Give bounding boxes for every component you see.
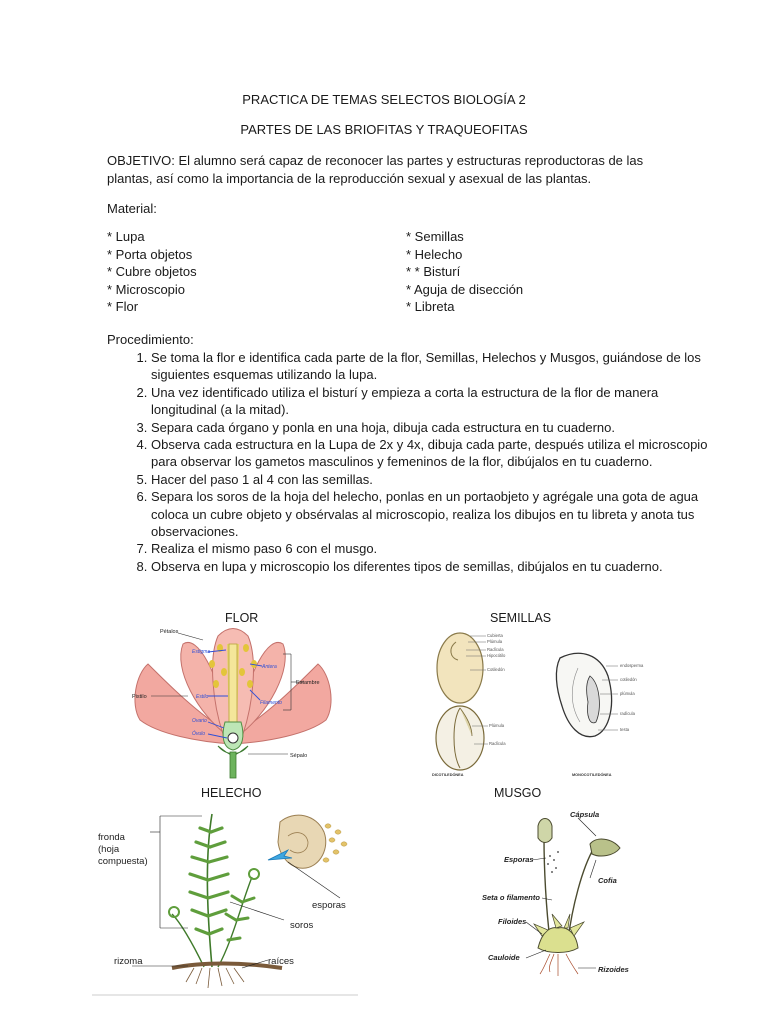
- seed-label-radicula-3: radícula: [620, 711, 635, 716]
- seed-label-endosperma: endosperma: [620, 663, 644, 668]
- flower-diagram: [128, 624, 338, 780]
- material-item: * * Bisturí: [406, 264, 461, 280]
- fern-label-soros: soros: [290, 920, 314, 931]
- moss-label-rizoides: Rizoides: [598, 965, 629, 974]
- flor-label-antera: Antera: [262, 664, 277, 670]
- fern-label-esporas: esporas: [312, 900, 346, 911]
- flor-label-ovulo: Óvulo: [192, 731, 206, 737]
- seed-label-plumula-3: plúmula: [620, 691, 635, 696]
- flor-label-pistilo: Pistilo: [132, 694, 147, 700]
- flor-label-estigma: Estigma: [192, 649, 211, 655]
- seed-label-plumula-2: Plúmula: [489, 723, 505, 728]
- moss-label-seta: Seta o filamento: [482, 893, 540, 902]
- fern-label-raices: raíces: [268, 956, 294, 967]
- procedure-step: 8. Observa en lupa y microscopio los diferentes tipos de semillas, dibújalos en tu cuaderno.: [151, 558, 711, 575]
- flor-label-petalos: Pétalos: [160, 629, 179, 635]
- seed-label-dicot: DICOTILEDÓNEA: [432, 773, 464, 777]
- flor-caption: FLOR: [225, 611, 259, 625]
- objective-line-1: OBJETIVO: El alumno será capaz de reconocer las partes y estructuras reproductoras de las: [107, 153, 644, 168]
- material-item: * Flor: [107, 299, 139, 315]
- procedure-steps: [107, 349, 711, 575]
- procedure-step: 7. Realiza el mismo paso 6 con el musgo.: [151, 540, 711, 557]
- material-heading: Material:: [107, 201, 157, 216]
- seed-label-testa: testa: [620, 727, 630, 732]
- fern-label-rizoma: rizoma: [114, 956, 143, 967]
- seed-label-hipocotilo: Hipocótilo: [487, 653, 506, 658]
- seed-label-cotiledon: Cotiledón: [487, 667, 505, 672]
- seed-label-cubierta: Cubierta: [487, 633, 503, 638]
- procedure-step: 1. Se toma la flor e identifica cada parte de la flor, Semillas, Helechos y Musgos, guiándose de los siguientes esquemas utilizando la lupa.: [151, 349, 711, 384]
- musgo-caption: MUSGO: [494, 786, 542, 800]
- material-list-right: [406, 228, 523, 316]
- seed-label-cotiledon-2: cotiledón: [620, 677, 637, 682]
- moss-label-capsula: Cápsula: [570, 810, 600, 819]
- seeds-diagram: [430, 626, 660, 780]
- flor-label-estilo: Estilo: [196, 694, 209, 700]
- flor-label-sepalo: Sépalo: [290, 753, 308, 759]
- procedure-step: 4. Observa cada estructura en la Lupa de 2x y 4x, dibuja cada parte, después utiliza el microscopio para observar los gametos masculinos y femeninos de la flor, dibújalos en tu cuaderno.: [151, 436, 711, 471]
- seed-label-plumula: Plúmula: [487, 639, 503, 644]
- material-item: * Semillas: [406, 229, 464, 244]
- fern-label-hoja: (hoja: [98, 844, 120, 855]
- material-item: * Lupa: [107, 229, 145, 244]
- fern-diagram: [92, 802, 358, 996]
- procedure-step: 6. Separa los soros de la hoja del helecho, ponlas en un portaobjeto y agrégale una gota de agua coloca un cubre objeto y obsérvalas al microscopio, realiza los dibujos en tu libreta y anota tus observaciones.: [151, 488, 711, 540]
- procedure-heading: Procedimiento:: [107, 332, 194, 347]
- moss-label-cauloide: Cauloide: [488, 953, 520, 962]
- helecho-caption: HELECHO: [201, 786, 262, 800]
- fern-label-fronda: fronda: [98, 832, 125, 843]
- seed-label-radicula-2: Radícula: [489, 741, 506, 746]
- moss-diagram: [478, 808, 638, 980]
- flor-label-filamento: Filamento: [260, 700, 282, 706]
- procedure-step: 3. Separa cada órgano y ponla en una hoja, dibuja cada estructura en tu cuaderno.: [151, 419, 711, 436]
- moss-label-filoides: Filoides: [498, 917, 527, 926]
- flor-label-ovario: Ovario: [192, 718, 207, 724]
- material-item: * Helecho: [406, 246, 463, 262]
- material-item: * Cubre objetos: [107, 264, 197, 280]
- moss-label-esporas: Esporas: [504, 855, 534, 864]
- seed-label-monocot: MONOCOTILEDÓNEA: [572, 773, 612, 777]
- document-title: PRACTICA DE TEMAS SELECTOS BIOLOGÍA 2: [242, 92, 526, 107]
- document-subtitle: PARTES DE LAS BRIOFITAS Y TRAQUEOFITAS: [240, 122, 528, 137]
- material-list-left: [107, 228, 197, 316]
- fern-label-compuesta: compuesta): [98, 856, 148, 867]
- semillas-caption: SEMILLAS: [490, 611, 552, 625]
- material-item: * Porta objetos: [107, 246, 193, 262]
- material-item: * Libreta: [406, 299, 455, 315]
- material-item: * Aguja de disección: [406, 281, 524, 297]
- flor-label-estambre: Estambre: [296, 680, 320, 686]
- seed-label-radicula: Radícula: [487, 647, 504, 652]
- procedure-step: 2. Una vez identificado utiliza el bisturí y empieza a corta la estructura de la flor de manera longitudinal (a la mitad).: [151, 384, 711, 419]
- material-item: * Microscopio: [107, 281, 186, 297]
- moss-label-cofia: Cofia: [598, 876, 617, 885]
- objective-line-2: plantas, así como la importancia de la reproducción sexual y asexual de las plantas.: [107, 171, 592, 186]
- procedure-step: 5. Hacer del paso 1 al 4 con las semillas.: [151, 471, 711, 488]
